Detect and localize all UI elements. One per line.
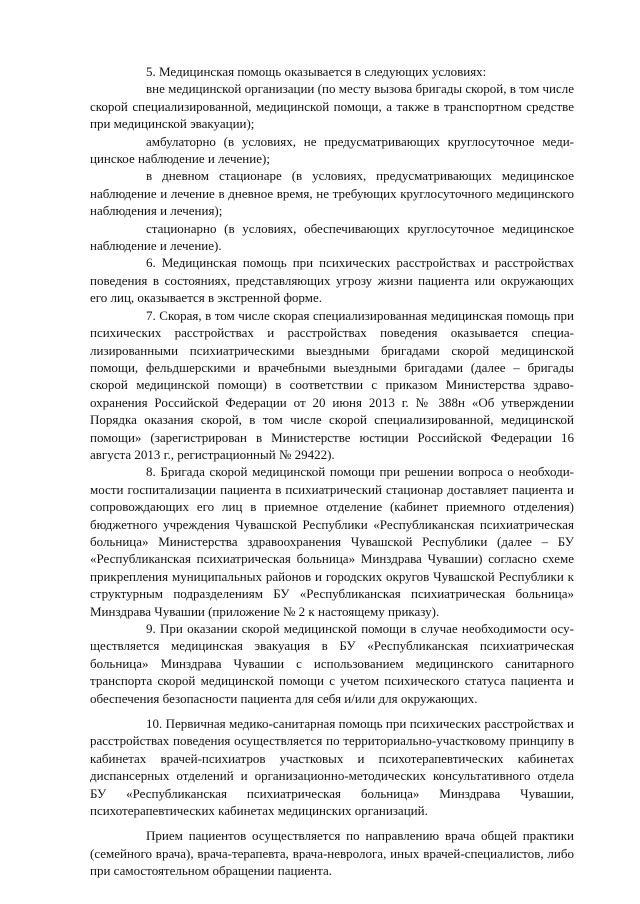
paragraph-7-ambulance: 7. Скорая, в том числе скорая специализированная медицинская помощь при психических расстройствах и расстройствах поведения оказывается специализированными психиатрическими выездными бригадами скорой медицинской помощи, фельдшерскими и врачебными выездными бригадами (далее – бригады скорой медицинской помощи) в соответствии с приказом Министерства здравоохранения Российской Федерации от 20 июня 2013 г. № 388н «Об утверждении Порядка оказания скорой, в том числе скорой специализированной, медицинской помощи» (зарегистрирован в Министерстве юстиции Российской Федерации 16 августа 2013 г., регистрационный № 29422).	[90, 307, 574, 462]
paragraph-outpatient: амбулаторно (в условиях, не предусматривающих круглосуточное медицинское наблюдение и лечение);	[90, 133, 574, 167]
paragraph-outside-organization: вне медицинской организации (по месту вызова бригады скорой, в том числе скорой специализированной, медицинской помощи, а также в транспортном средстве при медицинской эвакуации);	[90, 81, 574, 132]
paragraph-8-ambulance-team: 8. Бригада скорой медицинской помощи при решении вопроса о необходимости госпитализации пациента в психиатрический стационар доставляет пациента и сопровождающих его лиц в приемное отделение (кабинет приемного отделения) бюджетного учреждения Чувашской Республики «Республиканская психиатрическая больница» Министерства здравоохранения Чувашской Республики (далее – БУ «Республиканская психиатрическая больница» Минздрава Чувашии) согласно схеме прикрепления муниципальных районов и городских округов Чувашской Республики к структурным подразделениям БУ «Республиканская психиатрическая больница» Минздрава Чувашии (приложение № 2 к настоящему приказу).	[90, 464, 574, 619]
paragraph-5-conditions: 5. Медицинская помощь оказывается в следующих условиях:	[146, 64, 487, 79]
paragraph-10-primary-care: 10. Первичная медико-санитарная помощь при психических расстройствах и расстройствах поведения осуществляется по территориально-участковому принципу в кабинетах врачей-психиатров участковых и психотерапевтических кабинетах диспансерных отделений и организационно-методических консультативного отдела БУ «Республиканская психиатрическая больница» Минздрава Чувашии, психотерапевтических кабинетах медицинских организаций.	[90, 716, 574, 819]
paragraph-9-evacuation: 9. При оказании скорой медицинской помощи в случае необходимости осуществляется медицинская эвакуация в БУ «Республиканская психиатрическая больница» Минздрава Чувашии с использованием медицинского санитарного транспорта скорой медицинской помощи с учетом психического статуса пациента и обеспечения безопасности пациента для себя и/или для окружающих.	[90, 621, 574, 706]
document-body	[90, 63, 574, 880]
paragraph-patient-admission: Прием пациентов осуществляется по направлению врача общей практики (семейного врача), врача-терапевта, врача-невролога, иных врачей-специалистов, либо при самостоятельном обращении пациента.	[90, 828, 574, 879]
paragraph-6-emergency: 6. Медицинская помощь при психических расстройствах и расстройствах поведения в состояниях, представляющих угрозу жизни пациента или окружающих его лиц, оказывается в экстренной форме.	[90, 255, 574, 306]
paragraph-day-hospital: в дневном стационаре (в условиях, предусматривающих медицинское наблюдение и лечение в дневное время, не требующих круглосуточного медицинского наблюдения и лечения);	[90, 168, 574, 219]
paragraph-inpatient: стационарно (в условиях, обеспечивающих круглосуточное медицинское наблюдение и лечение).	[90, 220, 574, 254]
